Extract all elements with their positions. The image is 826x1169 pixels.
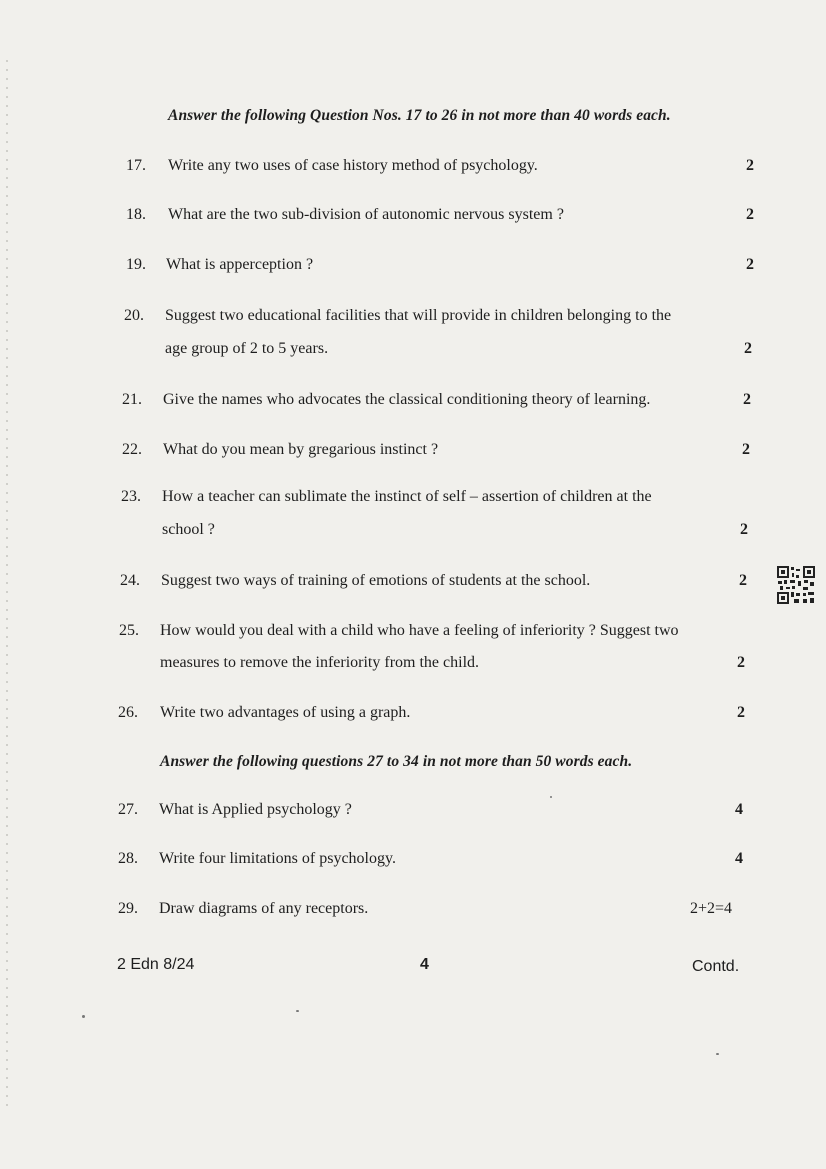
question-text: What do you mean by gregarious instinct ? <box>163 441 439 458</box>
question-27 <box>0 801 826 825</box>
question-text: Write two advantages of using a graph. <box>160 704 411 721</box>
question-22 <box>0 441 826 465</box>
question-marks: 2 <box>746 256 754 273</box>
question-text: What is apperception ? <box>166 256 314 273</box>
question-marks: 2 <box>742 441 750 458</box>
question-marks: 2 <box>740 521 748 538</box>
scan-speck <box>550 796 552 798</box>
question-text-continuation: age group of 2 to 5 years. <box>165 340 329 357</box>
qr-code-icon <box>776 565 816 605</box>
paper-code: 2 Edn 8/24 <box>117 956 195 973</box>
question-28 <box>0 850 826 874</box>
instruction-section-b: Answer the following questions 27 to 34 in not more than 50 words each. <box>160 753 633 770</box>
question-text: Write any two uses of case history method of psychology. <box>168 157 538 174</box>
instruction-section-a: Answer the following Question Nos. 17 to 26 in not more than 40 words each. <box>168 107 671 124</box>
question-marks: 4 <box>735 801 743 818</box>
question-number: 29. <box>118 900 138 917</box>
question-text: How a teacher can sublimate the instinct of self – assertion of children at the <box>162 488 652 505</box>
question-number: 26. <box>118 704 138 721</box>
question-text: Give the names who advocates the classical conditioning theory of learning. <box>163 391 651 408</box>
scan-speck <box>716 1053 719 1055</box>
scan-speck <box>296 1010 299 1012</box>
scan-speck <box>82 1015 85 1018</box>
continued-label: Contd. <box>692 958 740 975</box>
question-24 <box>0 572 826 596</box>
question-number: 28. <box>118 850 138 867</box>
question-marks: 2 <box>739 572 747 589</box>
question-17 <box>0 157 826 181</box>
question-number: 18. <box>126 206 146 223</box>
question-text-continuation: school ? <box>162 521 215 538</box>
question-marks: 2 <box>746 206 754 223</box>
question-19 <box>0 256 826 280</box>
page-number: 4 <box>420 956 429 973</box>
question-20-continuation <box>0 340 826 364</box>
question-number: 21. <box>122 391 142 408</box>
question-number: 25. <box>119 622 139 639</box>
question-marks: 2+2=4 <box>690 900 733 917</box>
question-marks: 2 <box>737 704 745 721</box>
question-marks: 4 <box>735 850 743 867</box>
question-marks: 2 <box>746 157 754 174</box>
question-text: What are the two sub-division of autonomic nervous system ? <box>168 206 564 223</box>
question-number: 22. <box>122 441 142 458</box>
question-number: 20. <box>124 307 144 324</box>
question-text: What is Applied psychology ? <box>159 801 352 818</box>
question-25 <box>0 622 826 646</box>
question-number: 24. <box>120 572 140 589</box>
question-26 <box>0 704 826 728</box>
question-25-continuation <box>0 654 826 678</box>
question-text: Draw diagrams of any receptors. <box>159 900 369 917</box>
question-29 <box>0 900 826 924</box>
question-marks: 2 <box>737 654 745 671</box>
question-text: Write four limitations of psychology. <box>159 850 396 867</box>
question-number: 23. <box>121 488 141 505</box>
question-21 <box>0 391 826 415</box>
question-text: How would you deal with a child who have a feeling of inferiority ? Suggest two <box>160 622 679 639</box>
question-marks: 2 <box>743 391 751 408</box>
question-text: Suggest two educational facilities that will provide in children belonging to the <box>165 307 672 324</box>
question-text-continuation: measures to remove the inferiority from the child. <box>160 654 480 671</box>
question-20 <box>0 307 826 331</box>
question-number: 27. <box>118 801 138 818</box>
question-number: 17. <box>126 157 146 174</box>
question-marks: 2 <box>744 340 752 357</box>
question-18 <box>0 206 826 230</box>
question-23 <box>0 488 826 512</box>
question-number: 19. <box>126 256 146 273</box>
question-23-continuation <box>0 521 826 545</box>
question-text: Suggest two ways of training of emotions of students at the school. <box>161 572 591 589</box>
